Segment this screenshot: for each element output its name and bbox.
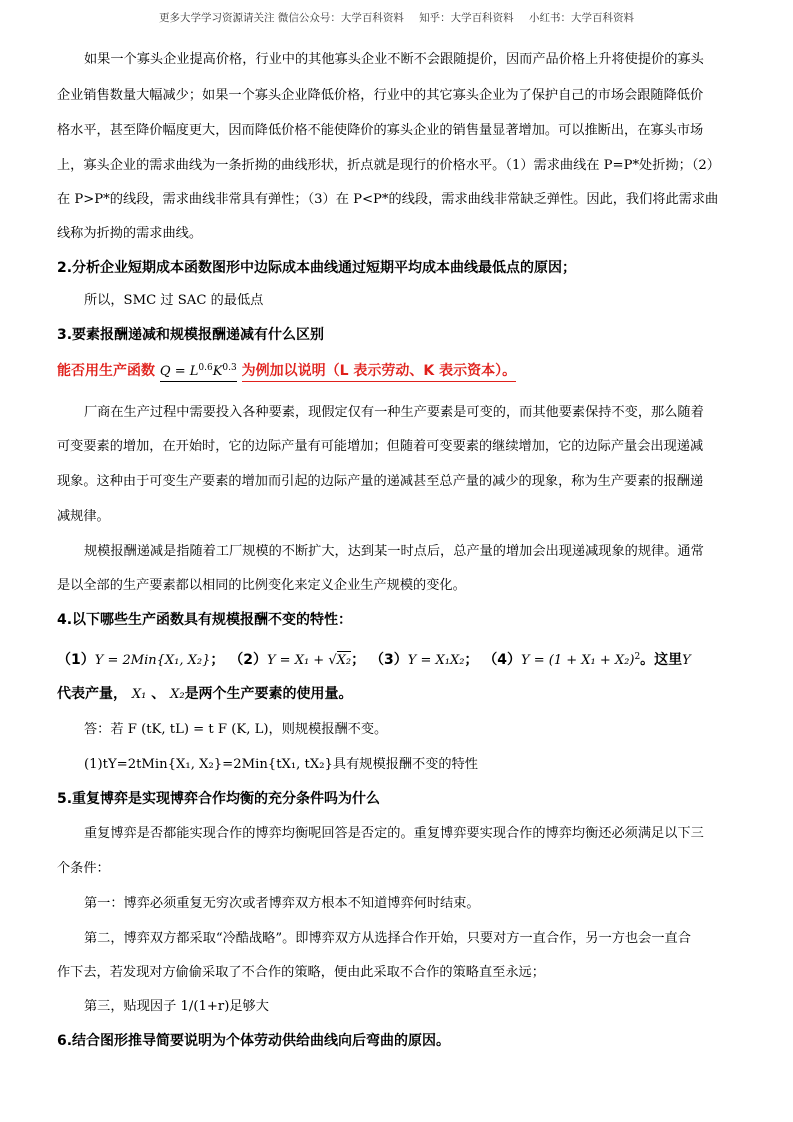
function-1: Y = 2Min{X₁, X₂} <box>94 653 211 668</box>
q3-red-after: 为例加以说明（L 表示劳动、K 表示资本）。 <box>242 363 517 382</box>
header-xiaohongshu: 小红书：大学百科资料 <box>529 12 635 24</box>
p3a-line-1: 厂商在生产过程中需要投入各种要素，现假定仅有一种生产要素是可变的，而其他要素保持不变，那么随着 <box>84 405 704 420</box>
function-2: Y = X₁ + √X₂ <box>266 653 352 668</box>
question-2: 2.分析企业短期成本函数图形中边际成本曲线通过短期平均成本曲线最低点的原因； <box>57 260 577 276</box>
p5-condition-2-line-2: 作下去，若发现对方偷偷采取了不合作的策略，便由此采取不合作的策略直至永远； <box>57 965 545 980</box>
p1-line-5: 在 P>P*的线段，需求曲线非常具有弹性；（3）在 P<P*的线段，需求曲线非常缺乏弹性。因此，我们将此需求曲 <box>57 192 719 207</box>
question-3-red <box>57 360 747 380</box>
answer-2: 所以，SMC 过 SAC 的最低点 <box>84 293 264 308</box>
p5-condition-3: 第三，贴现因子 1/(1+r)足够大 <box>84 999 269 1014</box>
p5-condition-1: 第一：博弈必须重复无穷次或者博弈双方根本不知道博弈何时结束。 <box>84 896 480 911</box>
p3a-line-2: 可变要素的增加，在开始时，它的边际产量有可能增加；但随着可变要素的继续增加，它的边际产量会出现递减 <box>57 439 704 454</box>
question-6: 6.结合图形推导简要说明为个体劳动供给曲线向后弯曲的原因。 <box>57 1033 451 1049</box>
answer-4-line-1: 答：若 F (tK, tL) = t F (K, L)，则规模报酬不变。 <box>84 722 388 737</box>
p1-line-6: 线称为折拗的需求曲线。 <box>57 226 203 241</box>
p1-line-2: 企业销售数量大幅减少；如果一个寡头企业降低价格，行业中的其它寡头企业为了保护自己的市场会跟随降低价 <box>57 88 704 103</box>
p1-line-1: 如果一个寡头企业提高价格，行业中的其他寡头企业不断不会跟随提价，因而产品价格上升将使提价的寡头 <box>84 52 704 67</box>
q3-red-before: 能否用生产函数 <box>57 363 155 379</box>
page-header <box>0 10 793 25</box>
answer-4-line-2: (1)tY=2tMin{X₁, X₂}=2Min{tX₁, tX₂}具有规模报酬不变的特性 <box>84 757 478 772</box>
question-4-functions: （1）Y = 2Min{X₁, X₂}； （2）Y = X₁ + √X₂； （3）Y = X₁X₂； $(4)Y = (1 + X_1 + X_2)^2$。这里Y <box>57 652 691 668</box>
p3b-line-2: 是以全部的生产要素都以相同的比例变化来定义企业生产规模的变化。 <box>57 578 466 593</box>
p1-line-4: 上，寡头企业的需求曲线为一条折拗的曲线形状，折点就是现行的价格水平。（1）需求曲线在 P=P*处折拗；（2） <box>57 158 720 173</box>
p5-line-1: 重复博弈是否都能实现合作的博弈均衡呢回答是否定的。重复博弈要实现合作的博弈均衡还必须满足以下三 <box>84 826 704 841</box>
question-4-line-2: 代表产量， X₁ 、 X₂是两个生产要素的使用量。 <box>57 686 353 702</box>
header-wechat: 更多大学学习资源请关注 微信公众号：大学百科资料 <box>158 12 404 24</box>
question-4: 4.以下哪些生产函数具有规模报酬不变的特性： <box>57 612 353 628</box>
header-zhihu: 知乎：大学百科资料 <box>419 12 514 24</box>
production-function-formula: $Q = L^{0.6}K^{0.3}$ <box>160 364 237 382</box>
p1-line-3: 格水平，甚至降价幅度更大，因而降低价格不能使降价的寡头企业的销售量显著增加。可以推断出，在寡头市场 <box>57 123 704 138</box>
p5-condition-2-line-1: 第二，博弈双方都采取“冷酷战略”。即博弈双方从选择合作开始，只要对方一直合作，另一方也会一直合 <box>84 931 691 946</box>
p3b-line-1: 规模报酬递减是指随着工厂规模的不断扩大，达到某一时点后，总产量的增加会出现递减现象的规律。通常 <box>84 544 704 559</box>
function-3: Y = X₁X₂ <box>407 653 465 668</box>
p3a-line-4: 减规律。 <box>57 509 110 524</box>
p3a-line-3: 现象。这种由于可变生产要素的增加而引起的边际产量的递减甚至总产量的减少的现象，称为生产要素的报酬递 <box>57 474 704 489</box>
question-5: 5.重复博弈是实现博弈合作均衡的充分条件吗为什么 <box>57 791 381 807</box>
p5-line-2: 个条件： <box>57 861 110 876</box>
function-4: $Y = (1 + X_1 + X_2)^2$ <box>521 652 641 668</box>
question-3: 3.要素报酬递减和规模报酬递减有什么区别 <box>57 327 325 343</box>
